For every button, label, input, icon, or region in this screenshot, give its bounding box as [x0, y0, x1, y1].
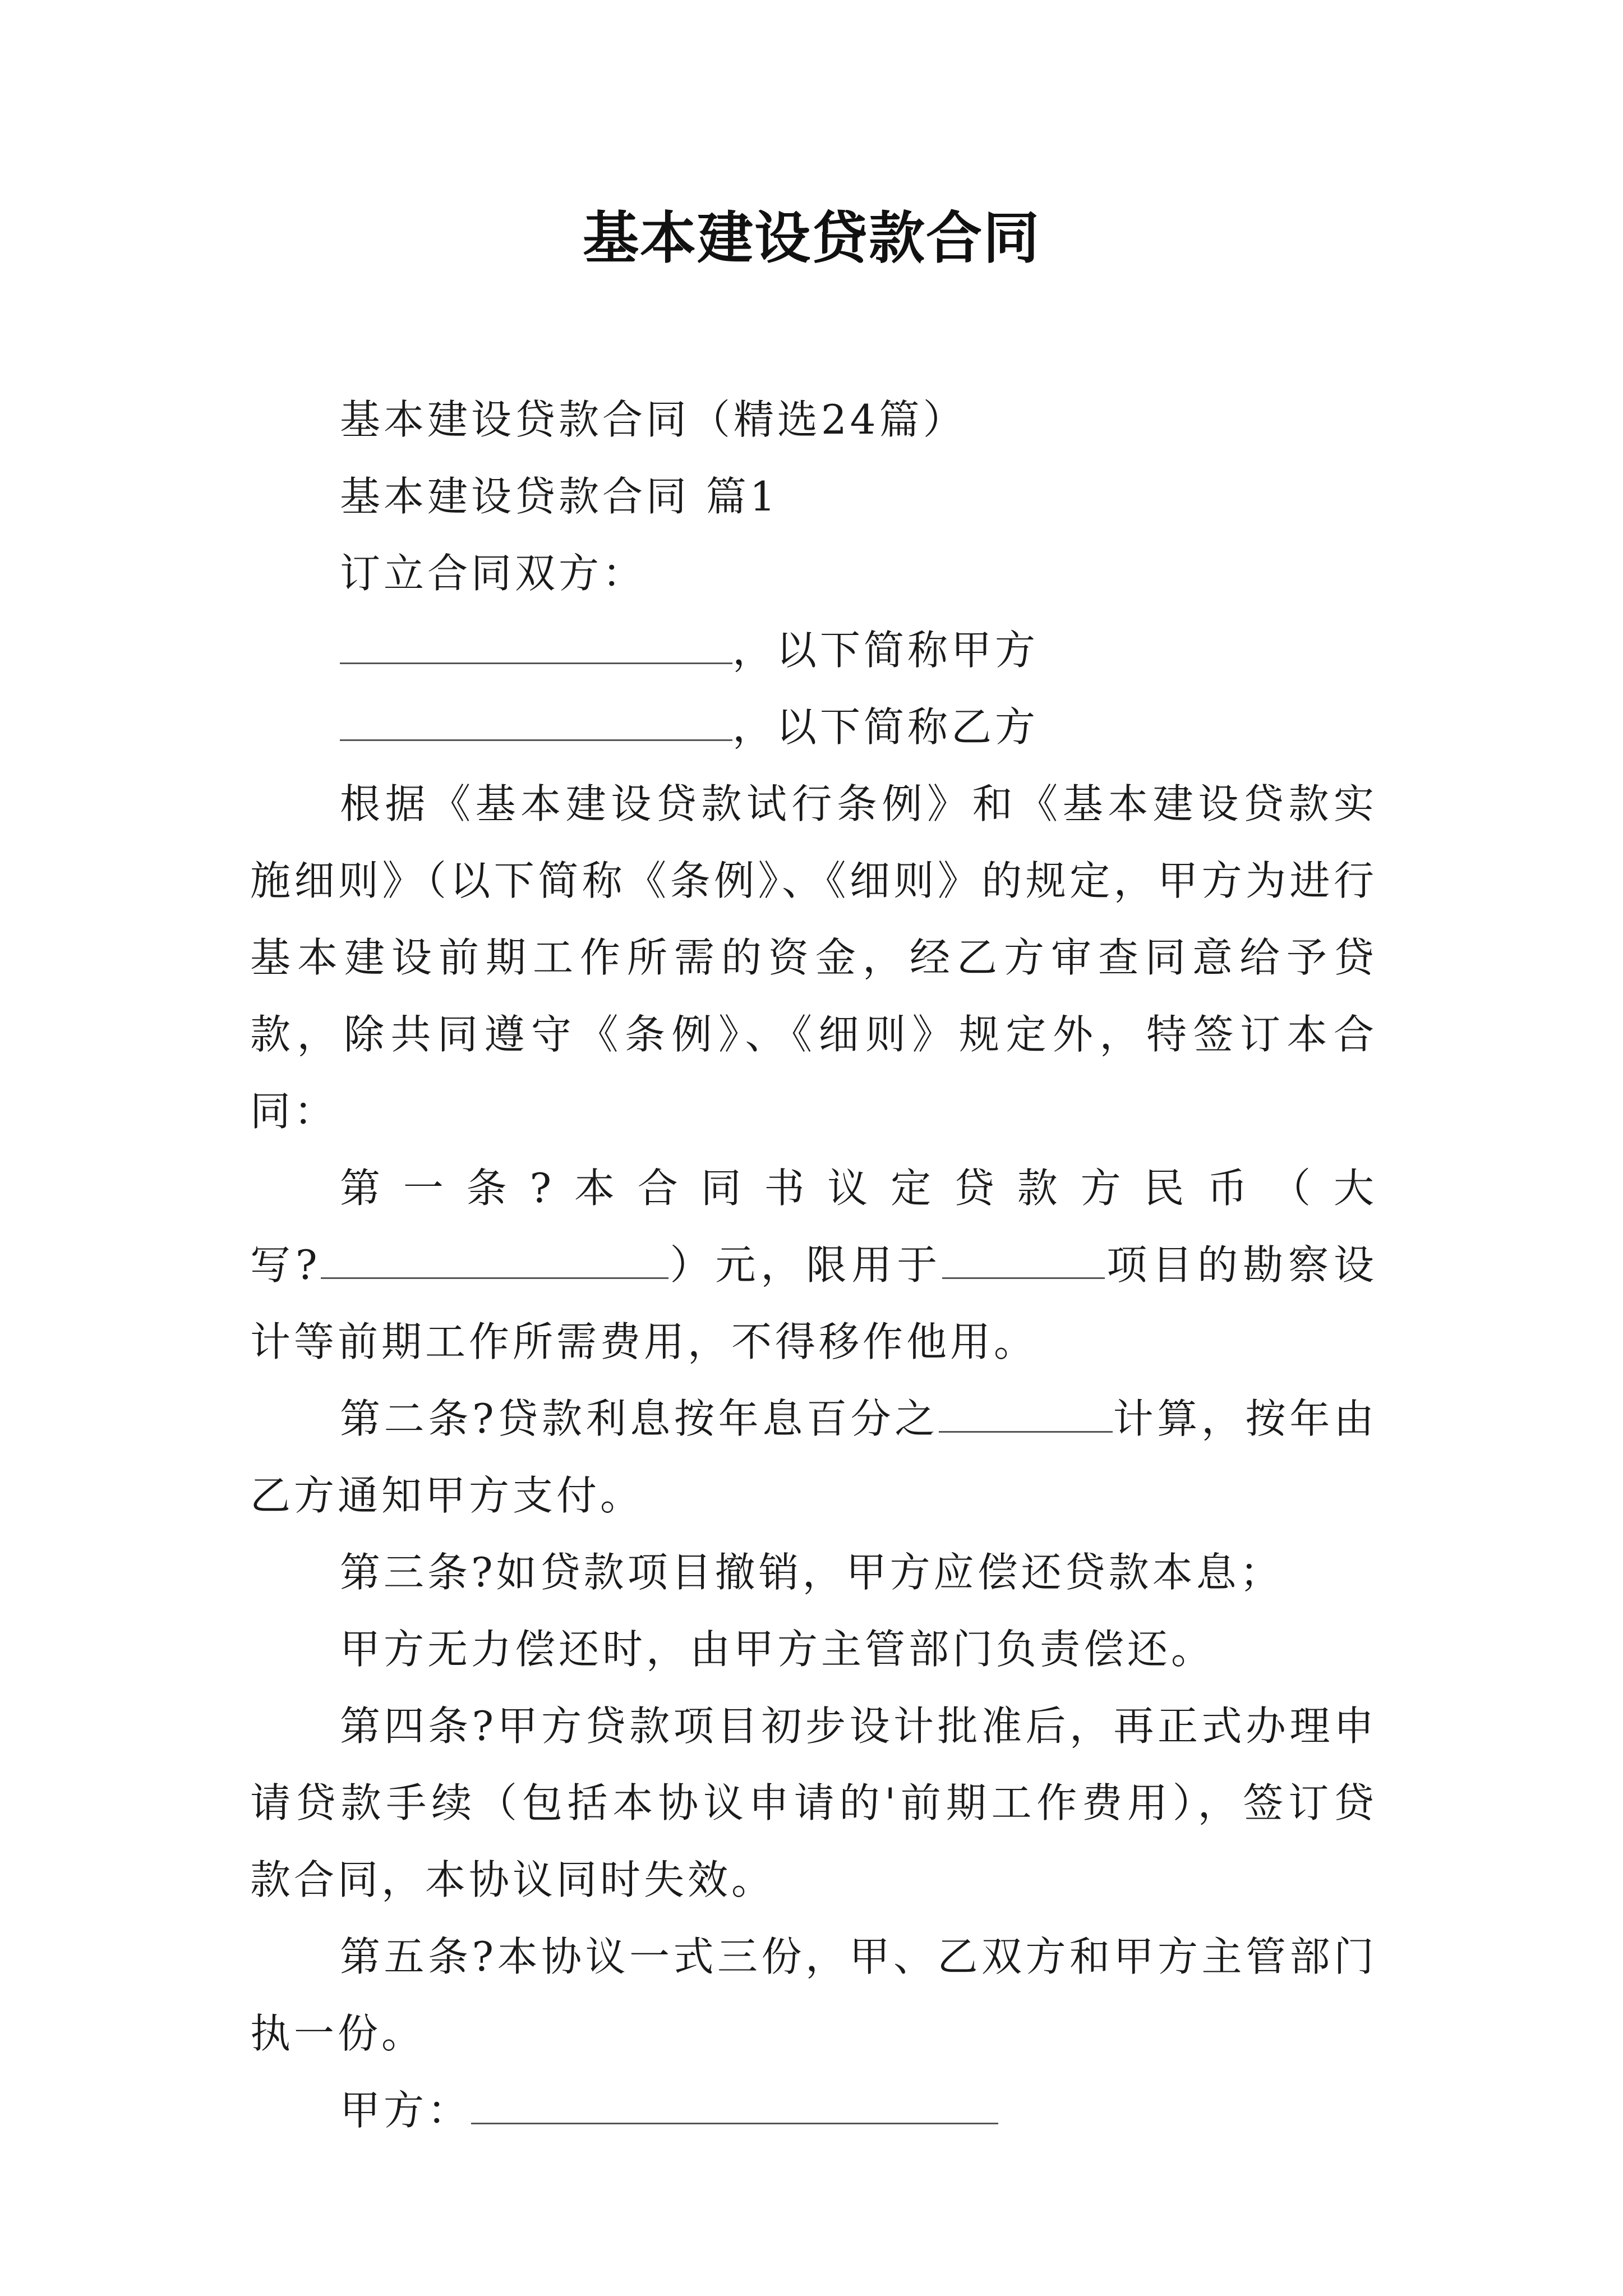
- article-3-line-1: 第三条?如贷款项目撤销，甲方应偿还贷款本息；: [340, 1549, 1284, 1596]
- article-2-interest-label: 第二条?贷款利息按年息百分之: [340, 1395, 939, 1442]
- signature-label: 甲方：: [340, 2087, 472, 2134]
- article-5-paragraph: 第五条?本协议一式三份，甲、乙双方和甲方主管部门执一份。: [250, 1933, 1377, 2057]
- section-heading: 基本建设贷款合同 篇1: [340, 473, 779, 520]
- article-1-restricted-use: ）元，限用于: [668, 1241, 943, 1289]
- preamble-paragraph: 根据《基本建设贷款试行条例》和《基本建设贷款实施细则》（以下简称《条例》、《细则》的规定，甲方为进行基本建设前期工作所需的资金，经乙方审查同意给予贷款，除共同遵守《条例》、《细则》规定外，特签订本合同：: [250, 780, 1377, 1135]
- party-b-blank: [340, 706, 732, 741]
- article-2-paragraph: [250, 1381, 1377, 1534]
- party-a-suffix: ，以下简称甲方: [732, 627, 1039, 674]
- article-4-paragraph: 第四条?甲方贷款项目初步设计批准后，再正式办理申请贷款手续（包括本协议申请的'前期工作费用），签订贷款合同，本协议同时失效。: [250, 1703, 1377, 1903]
- article-2-payment: 计算，按年由乙方通知甲方支付。: [250, 1395, 1377, 1519]
- party-b-suffix: ，以下简称乙方: [732, 703, 1039, 751]
- parties-label: 订立合同双方：: [340, 550, 647, 597]
- interest-rate-blank: [939, 1397, 1113, 1433]
- document-title: 基本建设贷款合同: [583, 205, 1040, 271]
- party-a-blank: [340, 629, 732, 664]
- signature-line: [250, 2072, 1377, 2149]
- amount-blank: [321, 1244, 668, 1279]
- article-3-line-2: 甲方无力偿还时，由甲方主管部门负责偿还。: [340, 1626, 1215, 1673]
- document-body: [250, 381, 1377, 2149]
- document-subtitle: 基本建设贷款合同（精选24篇）: [340, 396, 967, 443]
- article-1-purpose: 项目的勘察设计等前期工作所需费用，不得移作他用。: [250, 1241, 1377, 1365]
- project-blank: [942, 1244, 1105, 1279]
- party-a-line: [250, 612, 1377, 689]
- article-1-line-1: 第一条?本合同书议定贷款方民币（大: [340, 1165, 1377, 1212]
- article-1-continued: [250, 1227, 1377, 1381]
- signature-blank: [471, 2089, 998, 2124]
- party-b-line: [250, 689, 1377, 766]
- article-1-uppercase-label: 写?: [250, 1241, 321, 1289]
